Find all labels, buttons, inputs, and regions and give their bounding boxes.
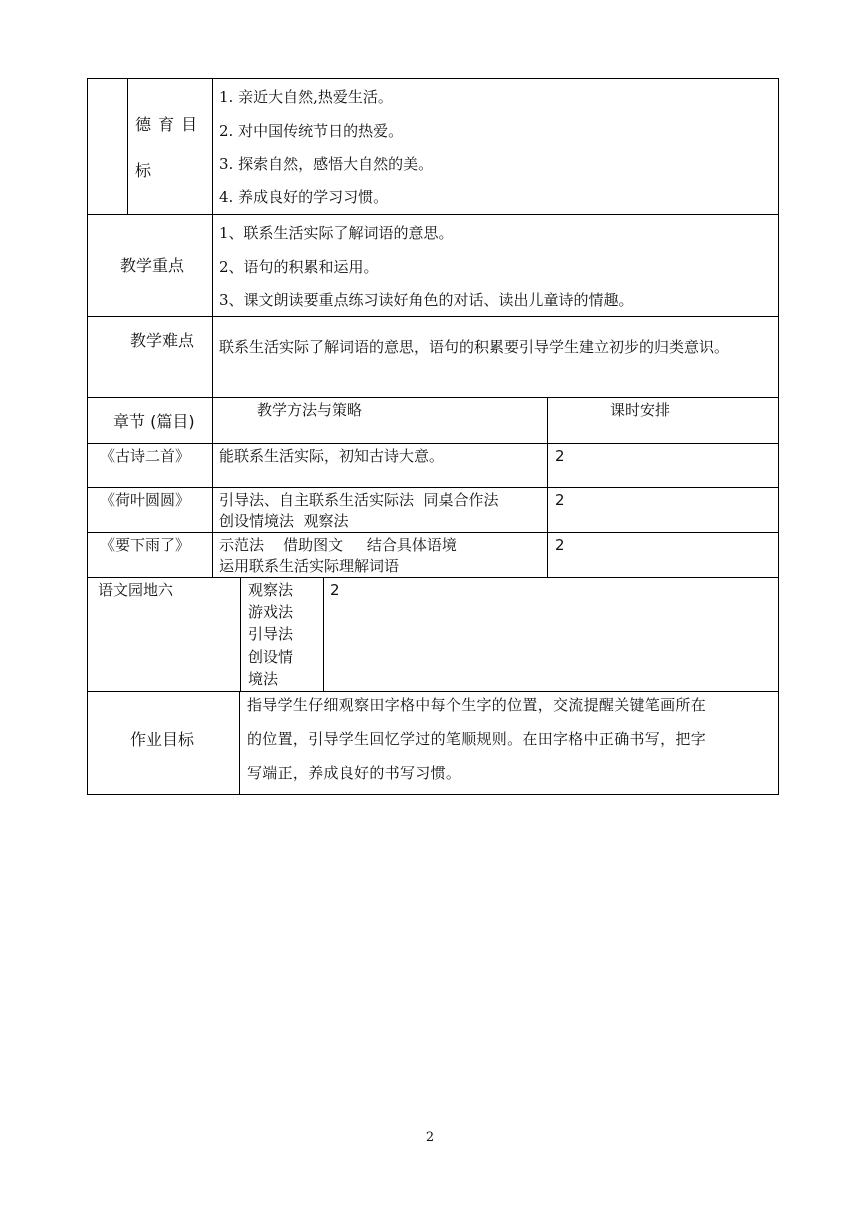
moral-goal-item: 2. 对中国传统节日的热爱。 [219, 122, 404, 140]
garden-divider-1 [240, 577, 241, 692]
page-number: 2 [425, 1130, 435, 1145]
homework-label: 作业目标 [130, 730, 195, 749]
key-point-item: 2、语句的积累和运用。 [219, 258, 379, 276]
row-hours: 2 [555, 491, 565, 509]
moral-goal-item: 3. 探索自然，感悟大自然的美。 [219, 155, 434, 173]
moral-goals-divider [212, 78, 213, 215]
homework-text-line: 的位置，引导学生回忆学过的笔顺规则。在田字格中正确书写，把字 [247, 730, 707, 748]
homework-text-line: 写端正，养成良好的书写习惯。 [247, 764, 462, 782]
moral-goals-label-2: 标 [135, 161, 152, 180]
garden-method: 境法 [248, 670, 279, 688]
garden-method: 引导法 [248, 625, 294, 643]
moral-goal-item: 1. 亲近大自然,热爱生活。 [219, 88, 393, 106]
key-point-item: 3、课文朗读要重点练习读好角色的对话、读出儿童诗的情趣。 [219, 291, 634, 309]
garden-method: 观察法 [248, 581, 294, 599]
row-chapter: 《荷叶圆圆》 [100, 491, 191, 509]
difficulty-text: 联系生活实际了解词语的意思，语句的积累要引导学生建立初步的归类意识。 [219, 338, 730, 356]
row-hours: 2 [555, 447, 565, 465]
garden-chapter: 语文园地六 [98, 581, 174, 599]
difficulty-divider [212, 316, 213, 398]
garden-row [87, 577, 779, 692]
row-method: 引导法、自主联系生活实际法 同桌合作法 [219, 491, 499, 509]
homework-divider [239, 691, 240, 795]
key-points-label: 教学重点 [120, 256, 185, 275]
homework-text-line: 指导学生仔细观察田字格中每个生字的位置，交流提醒关键笔画所在 [247, 696, 707, 714]
difficulty-label: 教学难点 [130, 331, 195, 350]
moral-goals-inner-border [127, 78, 128, 215]
garden-method: 游戏法 [248, 603, 294, 621]
column-header-method: 教学方法与策略 [257, 401, 363, 419]
moral-goals-label: 德 育 目 [135, 115, 199, 134]
row-hours: 2 [555, 536, 565, 554]
row-method-2: 创设情境法 观察法 [219, 512, 349, 530]
key-point-item: 1、联系生活实际了解词语的意思。 [219, 224, 454, 242]
row-method: 示范法 借助图文 结合具体语境 [219, 536, 457, 554]
column-header-hours: 课时安排 [610, 401, 671, 419]
row-chapter: 《古诗二首》 [100, 447, 191, 465]
key-points-divider [212, 214, 213, 317]
row-method-2: 运用联系生活实际理解词语 [219, 557, 400, 575]
garden-divider-2 [323, 577, 324, 692]
garden-method: 创设情 [248, 648, 294, 666]
row-chapter: 《要下雨了》 [100, 536, 191, 554]
row-method: 能联系生活实际，初知古诗大意。 [219, 447, 445, 465]
column-header-chapter: 章节 (篇目) [113, 412, 195, 431]
moral-goal-item: 4. 养成良好的学习习惯。 [219, 188, 389, 206]
garden-hours: 2 [330, 581, 340, 599]
moral-goals-row [87, 78, 779, 215]
